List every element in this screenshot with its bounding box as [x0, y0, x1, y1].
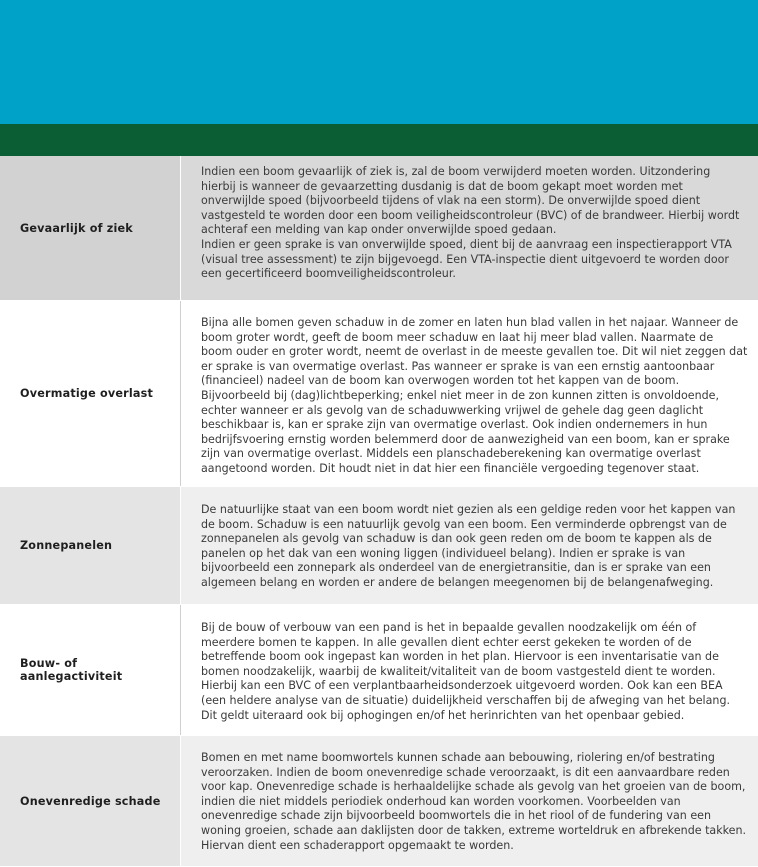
- header-accent-band: [0, 124, 758, 156]
- table-row: [0, 487, 758, 605]
- row-label: Onevenredige schade: [0, 736, 181, 866]
- row-label: Bouw- of aanlegactiviteit: [0, 605, 181, 735]
- row-paragraph: Bij de bouw of verbouw van een pand is het in bepaalde gevallen noodzakelijk om één of meerdere bomen te kappen. In alle gevallen dient echter eerst gekeken te worden of de betreffende boom ook ingepast kan worden in het plan. Hiervoor is een inventarisatie van de bomen noodzakelijk, waarbij de kwaliteit/vitaliteit van de boom vastgesteld dient te worden. Hierbij kan een BVC of een verplantbaarheidsonderzoek uitgevoerd worden. Ook kan een BEA (een heldere analyse van de situatie) duidelijkheid verschaffen bij de afweging van het belang. Dit geldt uiteraard ook bij ophogingen en/of het herinrichten van het openbaar gebied.: [201, 621, 731, 722]
- row-label: Overmatige overlast: [0, 301, 181, 486]
- table-row: [0, 301, 758, 487]
- table-row: [0, 736, 758, 867]
- row-description: [181, 156, 758, 300]
- table-row: [0, 605, 758, 736]
- row-paragraph: Indien er geen sprake is van onverwijlde spoed, dient bij de aanvraag een inspectierapport VTA (visual tree assessment) te zijn bijgevoegd. Een VTA-inspectie dient uitgevoerd te worden door een gecertificeerd boomveiligheidscontroleur.: [201, 237, 732, 281]
- row-description: [181, 301, 758, 486]
- row-paragraph: Bomen en met name boomwortels kunnen schade aan bebouwing, riolering en/of bestrating veroorzaken. Indien de boom onevenredige schade veroorzaakt, is dit een aanvaardbare reden voor kap. Onevenredige schade is herhaaldelijke schade als gevolg van het groeien van de boom, indien die niet middels periodiek onderhoud kan worden voorkomen. Voorbeelden van onevenredige schade zijn bijvoorbeeld boomwortels die in het riool of de fundering van een woning groeien, schade aan daklijsten door de takken, extreme worteldruk en afbrekende takken. Hiervan dient een schaderapport opgemaakt te worden.: [201, 751, 747, 852]
- row-paragraph: Indien een boom gevaarlijk of ziek is, zal de boom verwijderd moeten worden. Uitzondering hierbij is wanneer de gevaarzetting dusdanig is dat de boom gekapt moet worden met onverwijlde spoed (bijvoorbeeld tijdens of vlak na een storm). De onverwijlde spoed dient vastgesteld te worden door een boom veiligheidscontroleur (BVC) of de brandweer. Hierbij wordt achteraf een melding van kap onder onverwijlde spoed gedaan.: [201, 165, 740, 237]
- row-label: Gevaarlijk of ziek: [0, 156, 181, 300]
- row-description: [181, 736, 758, 866]
- row-description: [181, 605, 758, 735]
- header-band: [0, 0, 758, 124]
- table-row: [0, 156, 758, 301]
- row-label: Zonnepanelen: [0, 487, 181, 604]
- row-paragraph: De natuurlijke staat van een boom wordt niet gezien als een geldige reden voor het kappen van de boom. Schaduw is een natuurlijk gevolg van een boom. Een verminderde opbrengst van de zonnepanelen als gevolg van schaduw is dan ook geen reden om de boom te kappen als de panelen op het dak van een woning liggen (individueel belang). Indien er sprake is van bijvoorbeeld een zonnepark als onderdeel van de energietransitie, dan is er sprake van een algemeen belang en worden er andere de belangen meegenomen bij de belangenafweging.: [201, 503, 736, 589]
- row-description: [181, 487, 758, 604]
- row-paragraph: Bijna alle bomen geven schaduw in de zomer en laten hun blad vallen in het najaar. Wanneer de boom groter wordt, geeft de boom meer schaduw en laat hij meer blad vallen. Naarmate de boom ouder en groter wordt, neemt de overlast in de meeste gevallen toe. Dit wil niet zeggen dat er sprake is van overmatige overlast. Pas wanneer er sprake is van een ernstig aantoonbaar (financieel) nadeel van de boom kan overwogen worden tot het kappen van de boom. Bijvoorbeeld bij (dag)lichtbeperking; enkel niet meer in de zon kunnen zitten is onvoldoende, echter wanneer er als gevolg van de schaduwwerking vrijwel de gehele dag geen daglicht beschikbaar is, kan er sprake zijn van overmatige overlast. Ook indien ondernemers in hun bedrijfsvoering ernstig worden belemmerd door de aanwezigheid van een boom, kan er sprake zijn van overmatige overlast. Middels een planschadeberekening kan overmatige overlast aangetoond worden. Dit houdt niet in dat hier een financiële vergoeding tegenover staat.: [201, 316, 748, 475]
